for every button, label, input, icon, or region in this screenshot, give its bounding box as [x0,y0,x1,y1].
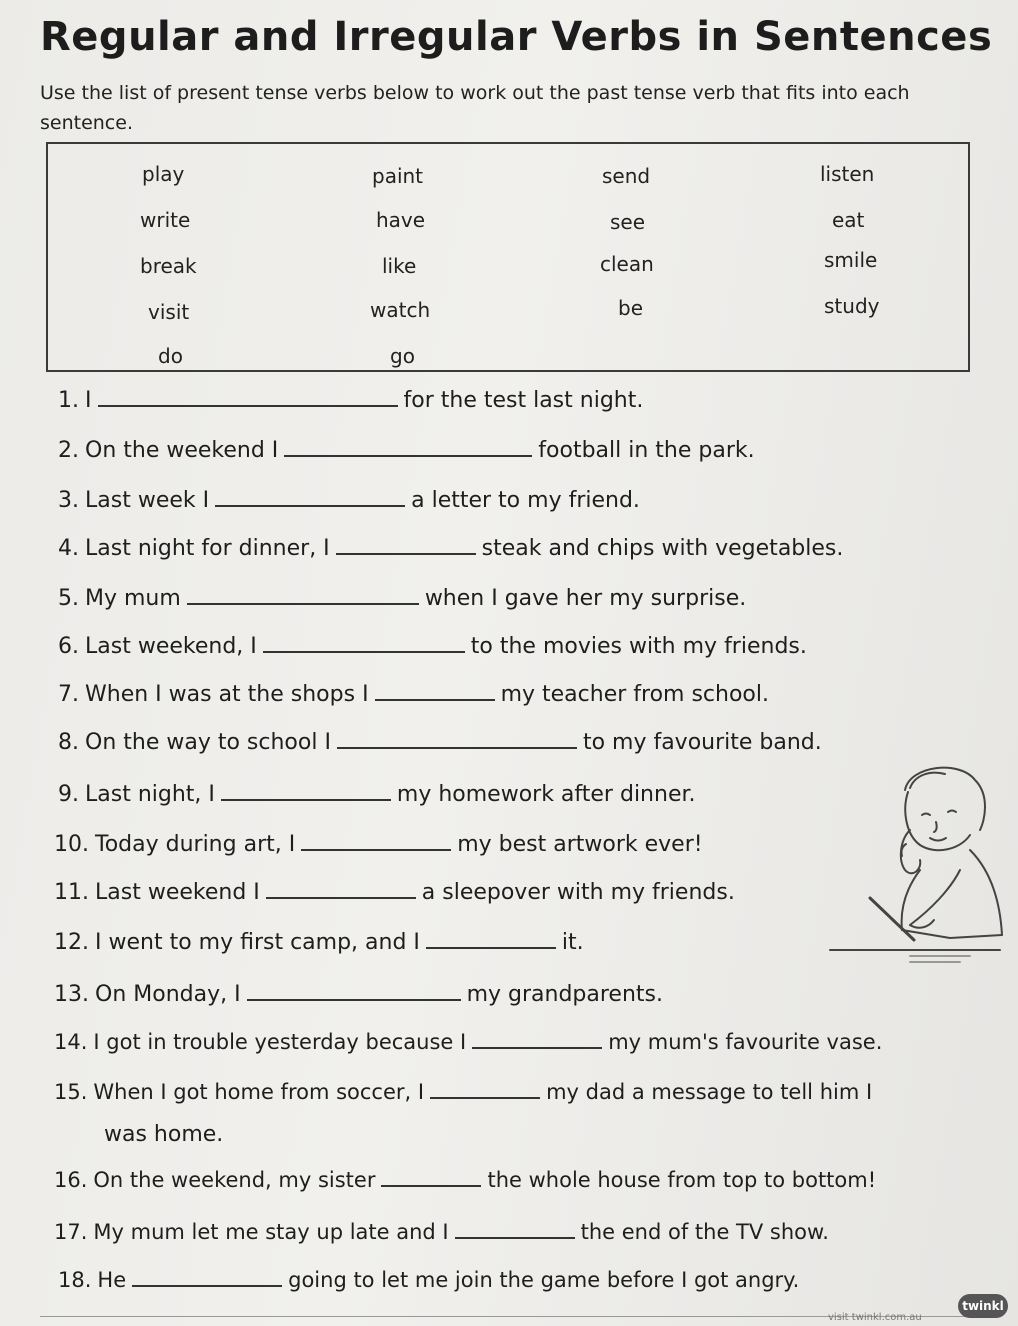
question-number: 16. [54,1168,88,1192]
verb-item: do [158,344,183,368]
question-number: 14. [54,1030,88,1054]
question-text-after: the end of the TV show. [580,1220,829,1244]
question-15 [54,1080,872,1104]
question-text-before: When I was at the shops I [85,682,369,707]
answer-blank[interactable] [263,650,465,653]
verb-item: study [824,294,880,318]
question-5 [58,586,746,611]
child-writing-illustration [810,760,1010,980]
instructions: Use the list of present tense verbs below to work out the past tense verb that fits into each sentence. [40,82,910,134]
question-13 [54,982,663,1007]
verb-item: play [142,162,185,186]
verb-item: have [376,208,426,232]
question-number: 8. [58,730,79,755]
question-7 [58,682,769,707]
verb-item: write [140,208,191,232]
question-number: 18. [58,1268,92,1292]
question-text-before: Last week I [85,488,210,513]
verb-item: send [602,164,651,188]
question-text-after: steak and chips with vegetables. [481,536,844,561]
answer-blank[interactable] [132,1284,282,1287]
question-text-after: when I gave her my surprise. [424,586,747,611]
question-number: 17. [54,1220,88,1244]
question-text-after: a sleepover with my friends. [421,880,735,905]
footer-url[interactable]: visit twinkl.com.au [828,1312,922,1323]
question-number: 10. [54,832,89,857]
question-number: 1. [58,388,79,413]
verb-item: be [618,296,643,320]
question-16 [54,1168,876,1192]
question-text-before: I went to my first camp, and I [95,930,420,955]
question-1 [58,388,643,413]
answer-blank[interactable] [301,848,451,851]
question-text-after: football in the park. [538,438,755,463]
question-text-after: for the test last night. [403,388,644,413]
question-text-after: it. [561,930,584,955]
verb-item: eat [832,208,865,232]
verb-item: clean [600,252,654,276]
question-10 [54,832,703,857]
question-number: 2. [58,438,79,463]
question-text-before: On Monday, I [95,982,241,1007]
question-number: 6. [58,634,79,659]
verb-item: like [382,254,417,278]
question-9 [58,782,696,807]
question-text-before: Today during art, I [95,832,296,857]
answer-blank[interactable] [337,746,577,749]
verb-item: watch [370,298,431,322]
question-15-continued: was home. [104,1122,224,1147]
answer-blank[interactable] [455,1236,575,1239]
question-6 [58,634,807,659]
answer-blank[interactable] [98,404,398,407]
question-11 [54,880,735,905]
question-text-before: My mum [85,586,181,611]
question-text-before: On the weekend I [85,438,279,463]
question-text-before: When I got home from soccer, I [93,1080,425,1104]
answer-blank[interactable] [221,798,391,801]
verb-item: break [140,254,197,278]
answer-blank[interactable] [426,946,556,949]
question-text-after: my dad a message to tell him I [546,1080,873,1104]
question-17 [54,1220,829,1244]
answer-blank[interactable] [187,602,419,605]
answer-blank[interactable] [472,1046,602,1049]
question-text-before: On the weekend, my sister [93,1168,376,1192]
question-18 [58,1268,799,1292]
question-text-before: I got in trouble yesterday because I [93,1030,467,1054]
question-text-after: going to let me join the game before I got angry. [288,1268,800,1292]
verb-item: paint [372,164,424,188]
question-12 [54,930,584,955]
question-text-after: my homework after dinner. [396,782,696,807]
verb-item: go [390,344,415,368]
twinkl-logo[interactable]: twinkl [958,1294,1008,1318]
verb-item: see [610,210,646,234]
question-number: 15. [54,1080,88,1104]
verb-item: smile [824,248,878,272]
question-3 [58,488,640,513]
question-number: 4. [58,536,79,561]
verb-item: listen [820,162,875,186]
question-text-before: Last weekend I [95,880,260,905]
question-text-before: He [97,1268,127,1292]
question-14 [54,1030,882,1054]
question-text-before: Last weekend, I [85,634,257,659]
question-text-after: my grandparents. [466,982,663,1007]
question-text-after: to my favourite band. [582,730,822,755]
answer-blank[interactable] [375,698,495,701]
answer-blank[interactable] [336,552,476,555]
question-number: 12. [54,930,89,955]
page-title: Regular and Irregular Verbs in Sentences [40,14,993,60]
question-number: 9. [58,782,79,807]
answer-blank[interactable] [430,1096,540,1099]
question-text-before: Last night for dinner, I [85,536,330,561]
answer-blank[interactable] [266,896,416,899]
question-8 [58,730,822,755]
question-text-after: the whole house from top to bottom! [487,1168,877,1192]
answer-blank[interactable] [381,1184,481,1187]
question-text-after: a letter to my friend. [411,488,640,513]
verb-item: visit [148,300,190,324]
question-number: 13. [54,982,89,1007]
question-text-after: my teacher from school. [500,682,769,707]
verb-list-box [46,142,970,372]
question-2 [58,438,755,463]
question-number: 11. [54,880,89,905]
question-number: 5. [58,586,79,611]
question-4 [58,536,843,561]
question-text-before: My mum let me stay up late and I [93,1220,449,1244]
question-number: 3. [58,488,79,513]
answer-blank[interactable] [284,454,532,457]
answer-blank[interactable] [247,998,461,1001]
question-text-after: to the movies with my friends. [470,634,807,659]
question-number: 7. [58,682,79,707]
question-text-before: Last night, I [85,782,215,807]
question-text-before: I [85,388,92,413]
answer-blank[interactable] [215,504,405,507]
question-text-before: On the way to school I [85,730,331,755]
question-text-after: my mum's favourite vase. [608,1030,883,1054]
question-text-after: my best artwork ever! [457,832,703,857]
